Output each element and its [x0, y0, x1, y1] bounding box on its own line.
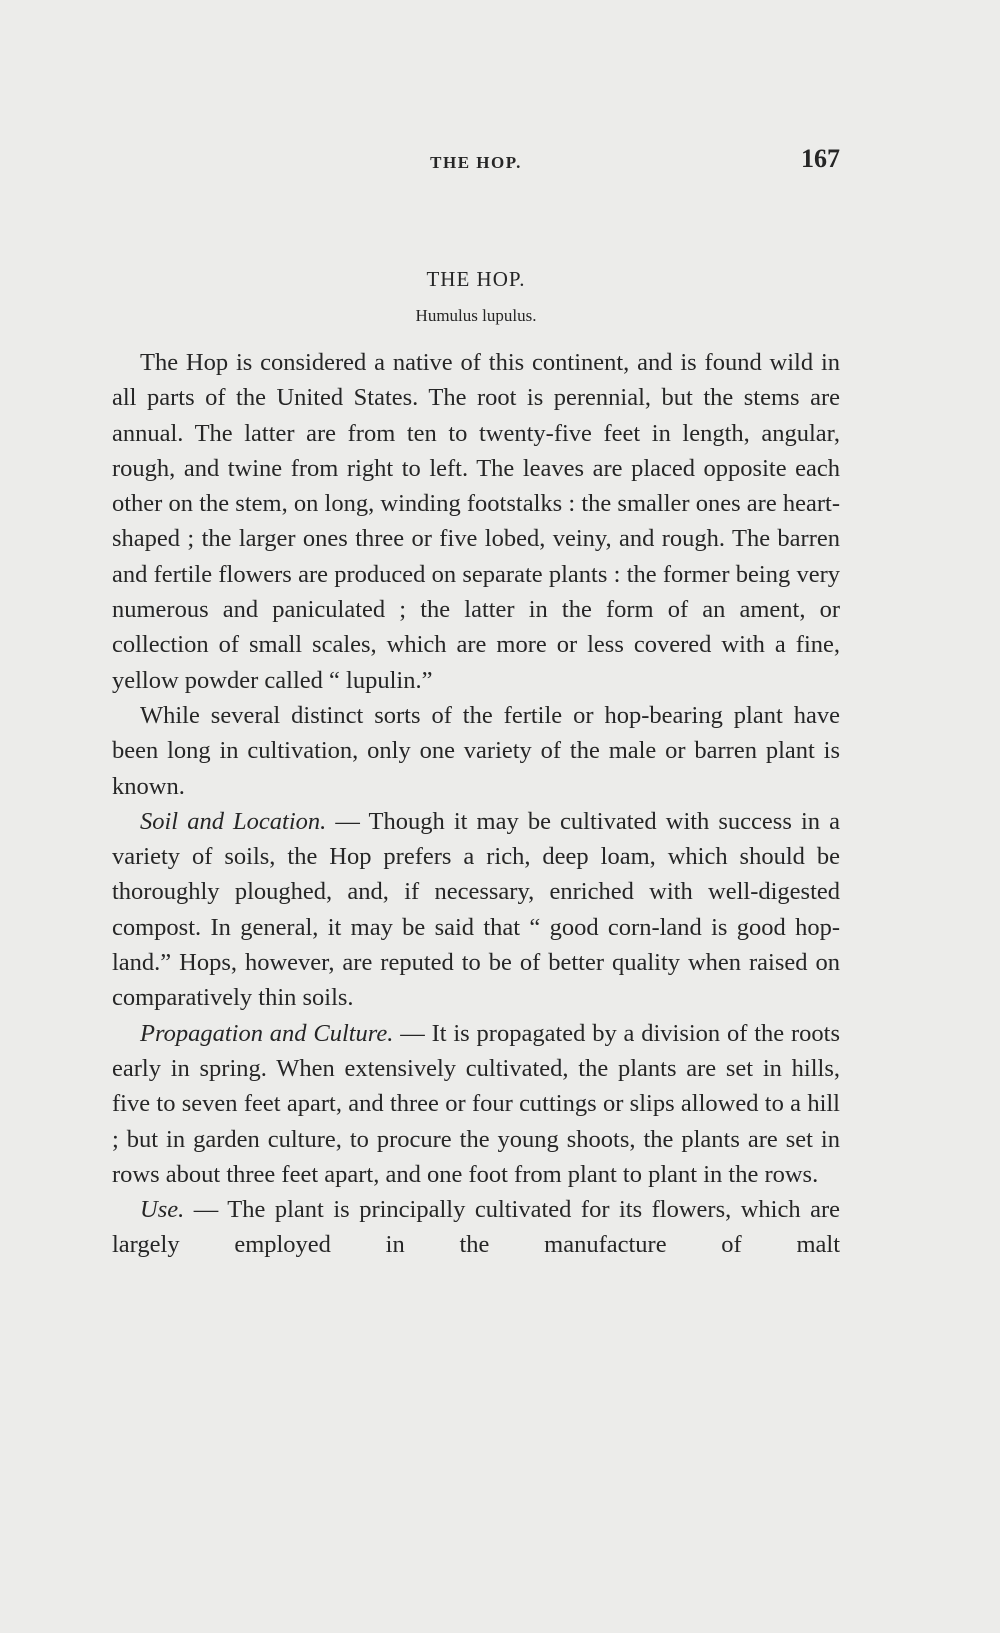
paragraph-soil-location — [112, 804, 840, 1016]
section-subtitle: Humulus lupulus. — [415, 306, 537, 325]
page-number: 167 — [801, 144, 840, 173]
section-title: THE HOP. — [426, 267, 526, 291]
paragraph-text: — It is propagated by a division of the roots early in spring. When extensively cultivated, the plants are set in hills, five to seven feet apart, and three or four cuttings or slips allowed to a hill ; but in garden culture, to procure the young shoots, the plants are set in rows about three feet apart, and one foot from plant to plant in the rows. — [112, 1019, 840, 1188]
paragraph-text: The Hop is considered a native of this continent, and is found wild in all parts of the United States. The root is perennial, but the stems are annual. The latter are from ten to twenty-five feet in length, angular, rough, and twine from right to left. The leaves are placed opposite each other on the stem, on long, winding footstalks : the smaller ones are heart-shaped ; the larger ones three or five lobed, veiny, and rough. The barren and fertile flowers are produced on separate plants : the former being very numerous and paniculated ; the latter in the form of an ament, or collection of small scales, which are more or less covered with a fine, yellow powder called “ lupulin.” — [112, 349, 840, 694]
paragraph-heading: Use. — [140, 1196, 185, 1224]
body-text — [112, 345, 840, 1263]
paragraph-propagation-culture — [112, 1016, 840, 1192]
paragraph-use — [112, 1192, 840, 1263]
running-title: THE HOP. — [430, 153, 522, 172]
paragraph-heading: Soil and Location. — [140, 807, 327, 835]
paragraph-varieties — [112, 698, 840, 804]
paragraph-text: — Though it may be cultivated with success in a variety of soils, the Hop prefers a rich, deep loam, which should be thoroughly ploughed, and, if necessary, enriched with well-digested compost. In general, it may be said that “ good corn-land is good hop-land.” Hops, however, are reputed to be of better quality when raised on comparatively thin soils. — [112, 807, 840, 1012]
paragraph-heading: Propagation and Culture. — [140, 1019, 394, 1047]
running-head — [112, 143, 840, 183]
paragraph-description — [112, 345, 840, 698]
paragraph-text: — The plant is principally cultivated for its flowers, which are largely employed in the manufacture of malt — [112, 1196, 840, 1259]
paragraph-text: While several distinct sorts of the fertile or hop-bearing plant have been long in cultivation, only one variety of the male or barren plant is known. — [112, 701, 840, 800]
